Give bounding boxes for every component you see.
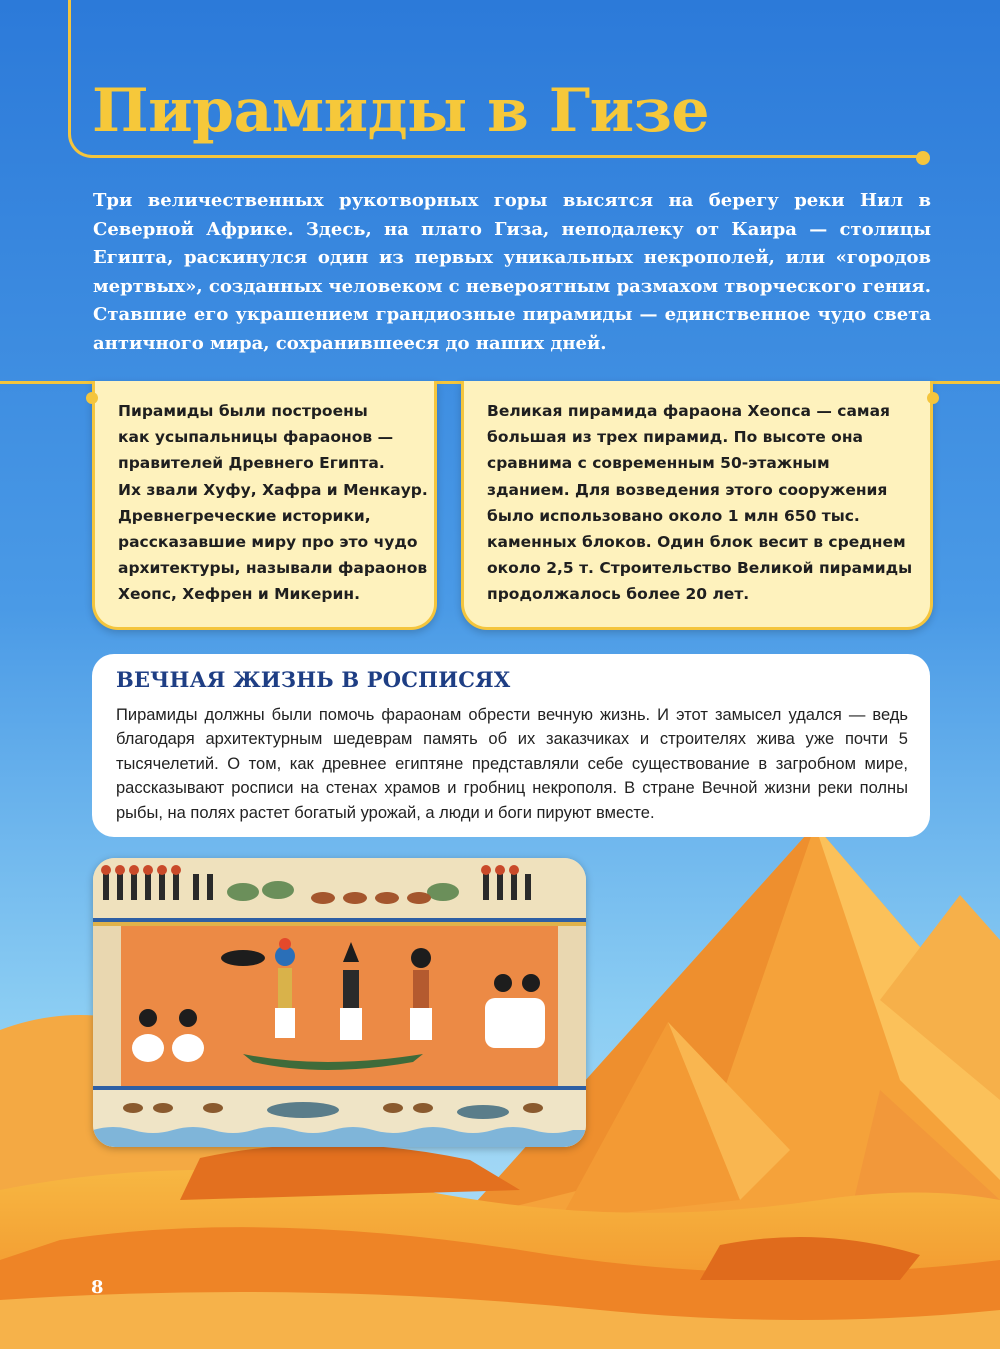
fact-line: Древнегреческие историки,: [118, 506, 371, 525]
fact-line: было использовано около 1 млн 650 тыс.: [487, 506, 860, 525]
egyptian-mural-image: [93, 858, 586, 1147]
fact-card-text: [487, 398, 912, 608]
eternal-life-box: [92, 654, 930, 837]
card-dot: [927, 392, 939, 404]
fact-line: каменных блоков. Один блок весит в среднем: [487, 533, 906, 552]
fact-card-great-pyramid: [461, 381, 933, 630]
fact-line: правителей Древнего Египта.: [118, 454, 385, 473]
fact-line: зданием. Для возведения этого сооружения: [487, 480, 888, 499]
fact-line: Пирамиды были построены: [118, 402, 368, 420]
fact-line: рассказавшие миру про это чудо: [118, 533, 418, 552]
fact-line: Их звали Хуфу, Хафра и Менкаур.: [118, 480, 428, 499]
card-dot: [86, 392, 98, 404]
fact-line: большая из трех пирамид. По высоте она: [487, 428, 863, 447]
fact-line: сравнима с современным 50-этажным: [487, 454, 830, 473]
fact-line: продолжалось более 20 лет.: [487, 585, 750, 604]
fact-card-pharaohs: [92, 381, 437, 630]
fact-line: как усыпальницы фараонов —: [118, 428, 394, 447]
page-number: 8: [91, 1277, 104, 1298]
mural-illustration: [93, 858, 586, 1147]
title-frame-dot: [916, 151, 930, 165]
page-title: Пирамиды в Гизе: [92, 76, 710, 146]
fact-line: Великая пирамида фараона Хеопса — самая: [487, 402, 890, 420]
fact-line: Хеопс, Хефрен и Микерин.: [118, 585, 360, 604]
fact-line: около 2,5 т. Строительство Великой пирамиды: [487, 559, 913, 578]
section-heading: ВЕЧНАЯ ЖИЗНЬ В РОСПИСЯХ: [116, 667, 511, 692]
section-text: Пирамиды должны были помочь фараонам обрести вечную жизнь. И этот замысел удался — ведь благодаря архитектурным шедеврам память об их заказчиках и строителях жива уже почти 5 тысячелетий. О том, как древнее египтяне представляли себе существование в загробном мире, рассказывают росписи на стенах храмов и гробниц некрополя. В стране Вечной жизни реки полны рыбы, на полях растет богатый урожай, а люди и боги пируют вместе.: [116, 706, 908, 822]
intro-paragraph: Три величественных рукотворных горы высятся на берегу реки Нил в Северной Африке. Здесь, на плато Гиза, неподалеку от Каира — столицы Египта, раскинулся один из первых уникальных некрополей, или «городов мертвых», созданных человеком с невероятным размахом творческого гения. Ставшие его украшением грандиозные пирамиды — единственное чудо света античного мира, сохранившееся до наших дней.: [93, 190, 931, 354]
fact-card-text: [118, 398, 428, 608]
fact-line: архитектуры, называли фараонов: [118, 559, 428, 578]
